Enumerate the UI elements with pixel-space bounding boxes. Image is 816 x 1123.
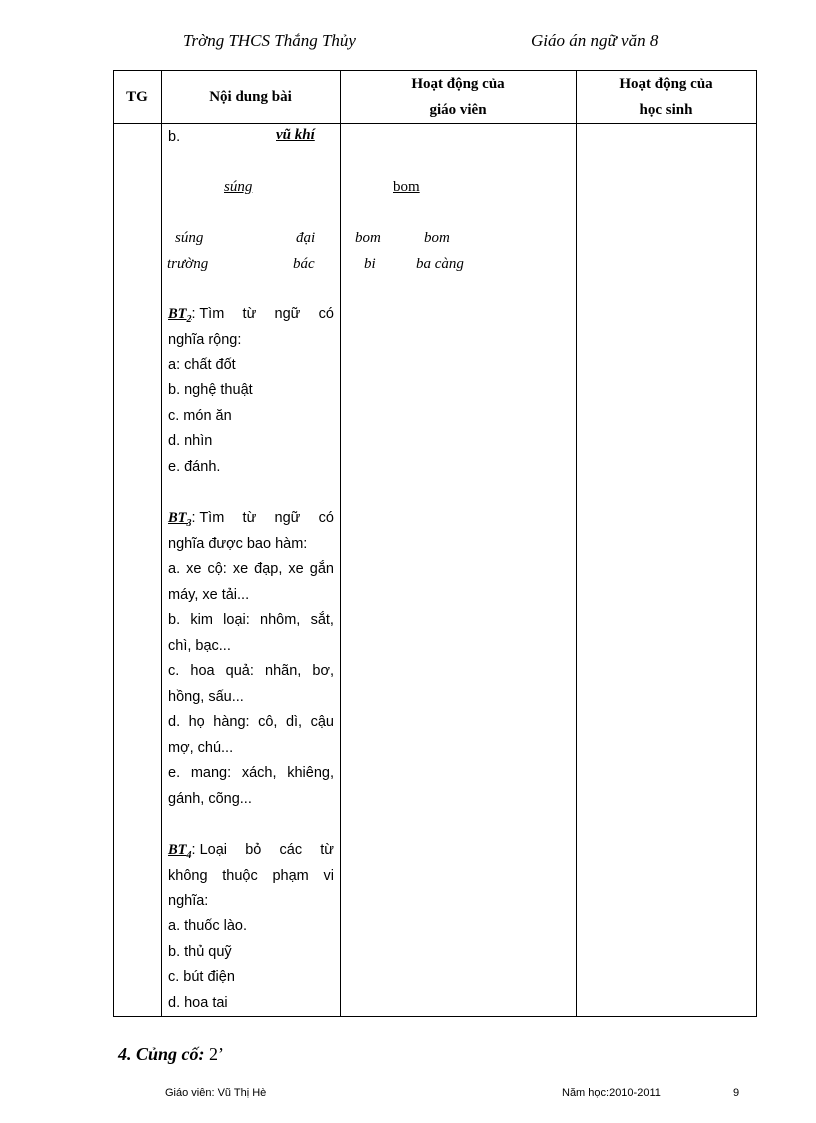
diagram-leaf: bác [293, 256, 315, 272]
list-item: b. nghệ thuật [168, 382, 253, 398]
footer-teacher: Giáo viên: Vũ Thị Hè [165, 1087, 267, 1099]
diagram-branch-right: bom [393, 179, 420, 195]
list-item: b. kim loại: nhôm, sắt, [168, 612, 334, 628]
list-item: e. đánh. [168, 459, 221, 475]
diagram-leaf: bom [424, 230, 450, 246]
list-item: c. hoa quả: nhãn, bơ, [168, 663, 334, 679]
diagram-label-b: b. [168, 129, 181, 145]
table-bottom-border [113, 1016, 757, 1017]
header-student-line2: học sinh [639, 102, 693, 118]
table-right-border [756, 70, 757, 1017]
diagram-leaf: đại [296, 230, 316, 246]
document-title: Giáo án ngữ văn 8 [531, 31, 659, 50]
list-item: c. món ăn [168, 408, 232, 424]
header-student-line1: Hoạt động của [619, 76, 713, 92]
section-heading: 4. Củng cố: 2’ [118, 1044, 225, 1064]
list-item: c. bút điện [168, 969, 235, 985]
list-item: a: chất đốt [168, 357, 236, 373]
header-teacher [340, 71, 576, 123]
header-student [576, 71, 756, 123]
list-item: a. xe cộ: xe đạp, xe gắn [168, 561, 334, 577]
diagram-leaf: bi [364, 256, 376, 272]
header-content: Nội dung bài [209, 89, 292, 105]
table-left-border [113, 70, 114, 1017]
column-divider [340, 70, 341, 1017]
column-divider [576, 70, 577, 1017]
list-item: d. nhìn [168, 433, 213, 449]
table-header-divider [113, 123, 757, 124]
list-item: b. thủ quỹ [168, 944, 232, 960]
header-teacher-line1: Hoạt động của [411, 76, 505, 92]
column-divider [161, 70, 162, 1017]
list-item: d. hoa tai [168, 995, 228, 1011]
header-teacher-line2: giáo viên [429, 102, 487, 118]
diagram-root: vũ khí [276, 127, 315, 143]
page-number: 9 [733, 1087, 740, 1099]
list-item: a. thuốc lào. [168, 918, 247, 934]
school-name: Trờng THCS Thắng Thủy [183, 31, 356, 50]
exercise-label: $BT_4$ [168, 842, 192, 861]
footer-school-year: Năm học:2010-2011 [562, 1087, 661, 1099]
diagram-leaf: bom [355, 230, 381, 246]
header-tg: TG [126, 89, 148, 105]
exercise-label: $BT_3$ [168, 510, 192, 529]
exercise-label: $BT_2$ [168, 306, 192, 325]
diagram-branch-left: súng [224, 179, 253, 195]
diagram-leaf: ba càng [416, 256, 464, 272]
diagram-leaf: súng [175, 230, 204, 246]
list-item: d. họ hàng: cô, dì, cậu [168, 714, 334, 730]
diagram-leaf: trường [167, 256, 209, 272]
list-item: e. mang: xách, khiêng, [168, 765, 334, 781]
